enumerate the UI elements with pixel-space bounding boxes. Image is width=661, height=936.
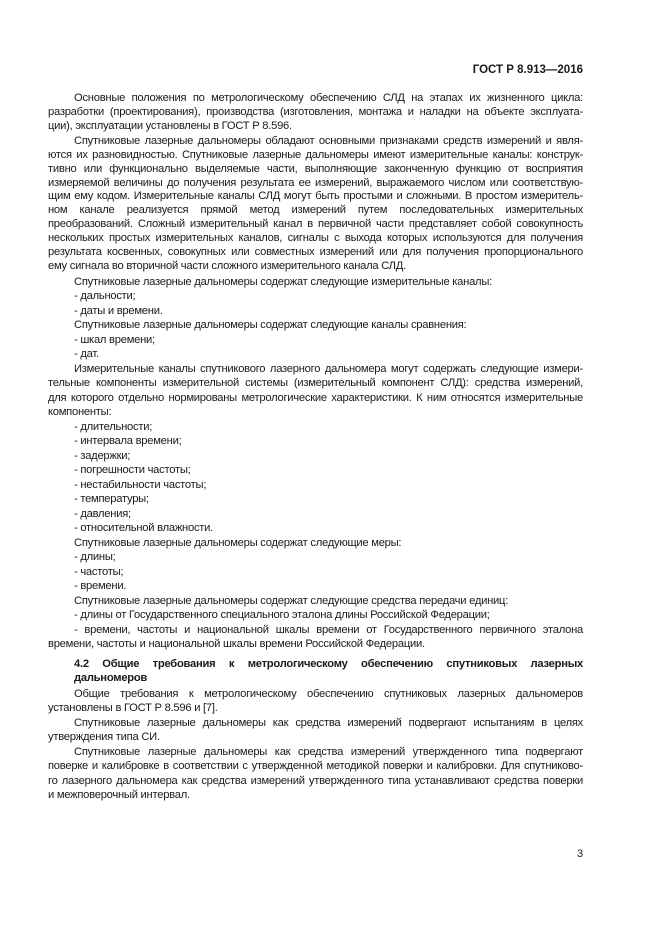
paragraph — [48, 434, 583, 449]
text-line: Спутниковые лазерные дальномеры как средства измерений подвергают испытаниям в целях — [74, 716, 583, 729]
text-line: Спутниковые лазерные дальномеры обладают основными признаками средств измерений и явля- — [74, 135, 583, 148]
text-line: измеряемой величины до получения результата ее измерений, выражаемого числом или соответствую- — [48, 176, 583, 189]
paragraph — [48, 478, 583, 493]
text-line: результата косвенных, совокупных или совместных измерений или для получения пропорционального — [48, 245, 583, 258]
text-line: утверждения типа СИ. — [48, 731, 160, 744]
paragraph — [48, 608, 583, 623]
paragraph — [48, 536, 583, 551]
text-line: Спутниковые лазерные дальномеры содержат следующие меры: — [74, 536, 402, 549]
text-line: - погрешности частоты; — [74, 464, 191, 477]
paragraph — [48, 507, 583, 522]
text-line: - задержки; — [74, 449, 131, 462]
paragraph — [48, 449, 583, 464]
text-line: ции), эксплуатации установлены в ГОСТ Р 8.596. — [48, 119, 292, 132]
text-line: тивно или функционально выделяемые части, выполняющие законченную функцию от восприятия — [48, 162, 583, 175]
paragraph — [48, 333, 583, 348]
paragraph — [48, 92, 583, 134]
text-line: для которого отдельно нормированы метрологические характеристики. К ним относятся измерительные — [48, 391, 583, 404]
text-line: - температуры; — [74, 493, 149, 506]
text-line: Спутниковые лазерные дальномеры содержат следующие измерительные каналы: — [74, 275, 492, 288]
text-line: - длины от Государственного специального эталона длины Российской Федерации; — [74, 609, 490, 622]
text-line: щим ему кодом. Измерительные каналы СЛД могут быть простыми и сложными. В простом измеритель- — [48, 190, 583, 203]
paragraph — [48, 550, 583, 565]
text-line: разработки (проектирования), производства (изготовления, монтажа и наладки на объекте эксплуата- — [48, 105, 583, 118]
paragraph — [48, 565, 583, 580]
paragraph — [48, 304, 583, 319]
text-line: установлены в ГОСТ Р 8.596 и [7]. — [48, 702, 218, 715]
text-line: Спутниковые лазерные дальномеры содержат следующие каналы сравнения: — [74, 319, 467, 332]
text-line: тельные компоненты измерительной системы (измерительный компонент СЛД): средства измерений, — [48, 377, 583, 390]
section-heading — [48, 657, 583, 686]
paragraph — [48, 745, 583, 803]
text-line: - нестабильности частоты; — [74, 478, 207, 491]
text-line: - частоты; — [74, 565, 124, 578]
text-line: - длины; — [74, 551, 116, 564]
paragraph — [48, 579, 583, 594]
text-line: Спутниковые лазерные дальномеры содержат следующие средства передачи единиц: — [74, 594, 509, 607]
text-line: - дальности; — [74, 290, 136, 303]
text-line: и межповерочный интервал. — [48, 789, 190, 802]
paragraph — [48, 521, 583, 536]
text-line: - дат. — [74, 348, 99, 361]
text-line: Измерительные каналы спутникового лазерного дальномера могут содержать следующие измери- — [74, 362, 583, 375]
text-line: Основные положения по метрологическому обеспечению СЛД на этапах их жизненного цикла: — [74, 92, 583, 104]
text-line: - даты и времени. — [74, 304, 163, 317]
text-line: ном канале реализуется прямой метод измерений путем последовательных измерительных — [48, 204, 583, 217]
text-line: 4.2 Общие требования к метрологическому обеспечению спутниковых лазерных — [74, 657, 583, 670]
paragraph — [48, 594, 583, 609]
paragraph — [48, 463, 583, 478]
text-line: нескольких простых измерительных каналов, сигналы с выхода которых используются для получения — [48, 231, 583, 244]
text-line: - относительной влажности. — [74, 522, 214, 535]
text-line: ему сигнала во вторичной части сложного измерительного канала СЛД. — [48, 259, 406, 272]
page-number: 3 — [577, 848, 584, 860]
text-line: - давления; — [74, 507, 131, 520]
paragraph — [48, 275, 583, 290]
text-line: - шкал времени; — [74, 333, 155, 346]
paragraph — [48, 687, 583, 716]
paragraph — [48, 362, 583, 420]
paragraph — [48, 135, 583, 273]
text-line: Спутниковые лазерные дальномеры как средства измерений утвержденного типа подвергают — [74, 745, 583, 758]
document-designation: ГОСТ Р 8.913—2016 — [472, 64, 583, 76]
text-line: ются их разновидностью. Спутниковые лазерные дальномеры имеют измерительные каналы: конструк- — [48, 148, 583, 161]
text-line: - времени. — [74, 580, 127, 593]
paragraph — [48, 289, 583, 304]
text-line: дальномеров — [74, 672, 148, 685]
paragraph — [48, 492, 583, 507]
text-line: поверке и калибровке в соответствии с утвержденной методикой поверки и калибровки. Для спутниково- — [48, 760, 583, 773]
text-line: - времени, частоты и национальной шкалы времени от Государственного первичного эталона — [74, 623, 583, 636]
text-line: компоненты: — [48, 406, 112, 419]
text-line: - интервала времени; — [74, 435, 182, 448]
text-line: времени, частоты и национальной шкалы времени Российской Федерации. — [48, 638, 425, 651]
paragraph — [48, 623, 583, 652]
paragraph — [48, 347, 583, 362]
page-body — [48, 92, 583, 803]
paragraph — [48, 318, 583, 333]
paragraph — [48, 420, 583, 435]
text-line: Общие требования к метрологическому обеспечению спутниковых лазерных дальномеров — [74, 687, 583, 700]
text-line: го лазерного дальномера как средства измерений утвержденного типа устанавливают средства поверки — [48, 774, 583, 787]
paragraph — [48, 716, 583, 745]
text-line: преобразований. Сложный измерительный канал в первичной части представляет собой совокупность — [48, 218, 583, 231]
text-line: - длительности; — [74, 420, 153, 433]
